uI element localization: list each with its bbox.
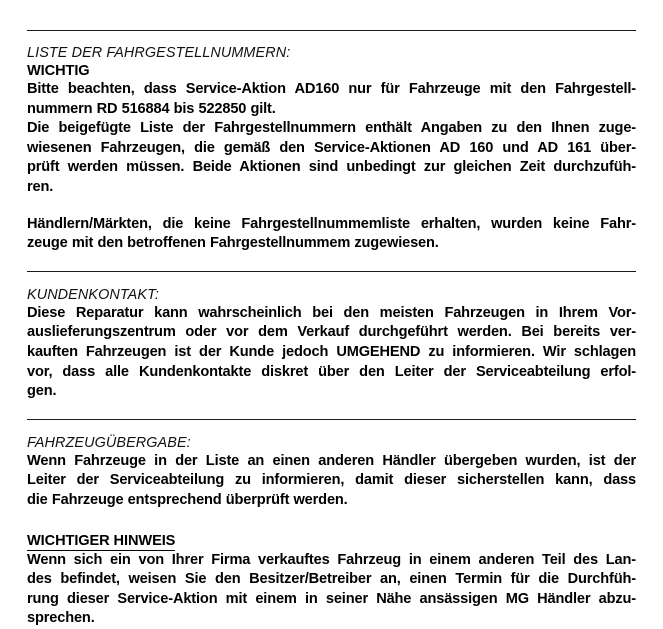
paragraph-aktion-ad160 [27, 80, 636, 119]
divider-fahrzeuguebergabe [27, 419, 636, 420]
section-kundenkontakt [27, 286, 636, 402]
paragraph-wichtiger-hinweis [27, 551, 636, 629]
text-line: Wenn Fahrzeuge in der Liste an einen anderen Händler übergeben wurden, ist der [27, 452, 636, 469]
section-heading-liste: LISTE DER FAHRGESTELLNUMMERN: [27, 45, 291, 61]
document-page [0, 30, 663, 629]
paragraph-haendlern-maerkten [27, 215, 636, 254]
section-wichtiger-hinweis [27, 532, 636, 629]
paragraph-fahrzeuguebergabe [27, 452, 636, 511]
paragraph-beigefuegte-liste [27, 119, 636, 197]
text-line: vor, dass alle Kundenkontakte diskret über den Leiter der Serviceabteilung erfol- [27, 363, 636, 380]
text-line: prüft werden müssen. Beide Aktionen sind unbedingt zur gleichen Zeit durchzufüh- [27, 159, 636, 176]
heading-wrapper-wichtiger-hinweis [27, 532, 636, 551]
section-heading-fahrzeuguebergabe: FAHRZEUGÜBERGABE: [27, 434, 191, 451]
text-line: nummern RD 516884 bis 522850 gilt. [27, 100, 276, 117]
text-line: Leiter der Serviceabteilung zu informieren, damit dieser sicherstellen kann, dass [27, 472, 636, 489]
text-line: Wenn sich ein von Ihrer Firma verkauftes Fahrzeug in einem anderen Teil des Lan- [27, 551, 636, 568]
text-line: Die beigefügte Liste der Fahrgestellnummern enthält Angaben zu den Ihnen zuge- [27, 120, 636, 137]
text-line: rung dieser Service-Aktion mit einem in seiner Nähe ansässigen MG Händler abzu- [27, 590, 636, 607]
text-line: Bitte beachten, dass Service-Aktion AD160 nur für Fahrzeuge mit den Fahrgestell- [27, 81, 636, 97]
divider-kundenkontakt [27, 271, 636, 272]
text-line: auslieferungszentrum oder vor dem Verkauf durchgeführt werden. Bei bereits ver- [27, 324, 636, 341]
section-liste-der-fahrgestellnummern [27, 44, 636, 254]
text-line: die Fahrzeuge entsprechend überprüft werden. [27, 491, 348, 508]
text-line: des befindet, weisen Sie den Besitzer/Betreiber an, einen Termin für die Durchfüh- [27, 571, 636, 588]
section-fahrzeuguebergabe [27, 434, 636, 511]
text-line: Händlern/Märkten, die keine Fahrgestellnummemliste erhalten, wurden keine Fahr- [27, 215, 636, 232]
paragraph-spacer [27, 198, 636, 215]
section-heading-kundenkontakt: KUNDENKONTAKT: [27, 286, 159, 303]
text-line: kauften Fahrzeugen ist der Kunde jedoch UMGEHEND zu informieren. Wir schlagen [27, 343, 636, 360]
section-heading-wichtiger-hinweis: WICHTIGER HINWEIS [27, 532, 176, 549]
divider-top [27, 30, 636, 31]
text-line: zeuge mit den betroffenen Fahrgestellnummem zugewiesen. [27, 235, 439, 252]
subheading-wichtig: WICHTIG [27, 63, 90, 79]
paragraph-kundenkontakt [27, 304, 636, 402]
text-line: wiesenen Fahrzeugen, die gemäß den Service-Aktionen AD 160 und AD 161 über- [27, 139, 636, 156]
text-line: gen. [27, 383, 57, 400]
text-line: ren. [27, 178, 54, 195]
text-line: Diese Reparatur kann wahrscheinlich bei den meisten Fahrzeugen in Ihrem Vor- [27, 304, 636, 321]
text-line: sprechen. [27, 610, 95, 627]
